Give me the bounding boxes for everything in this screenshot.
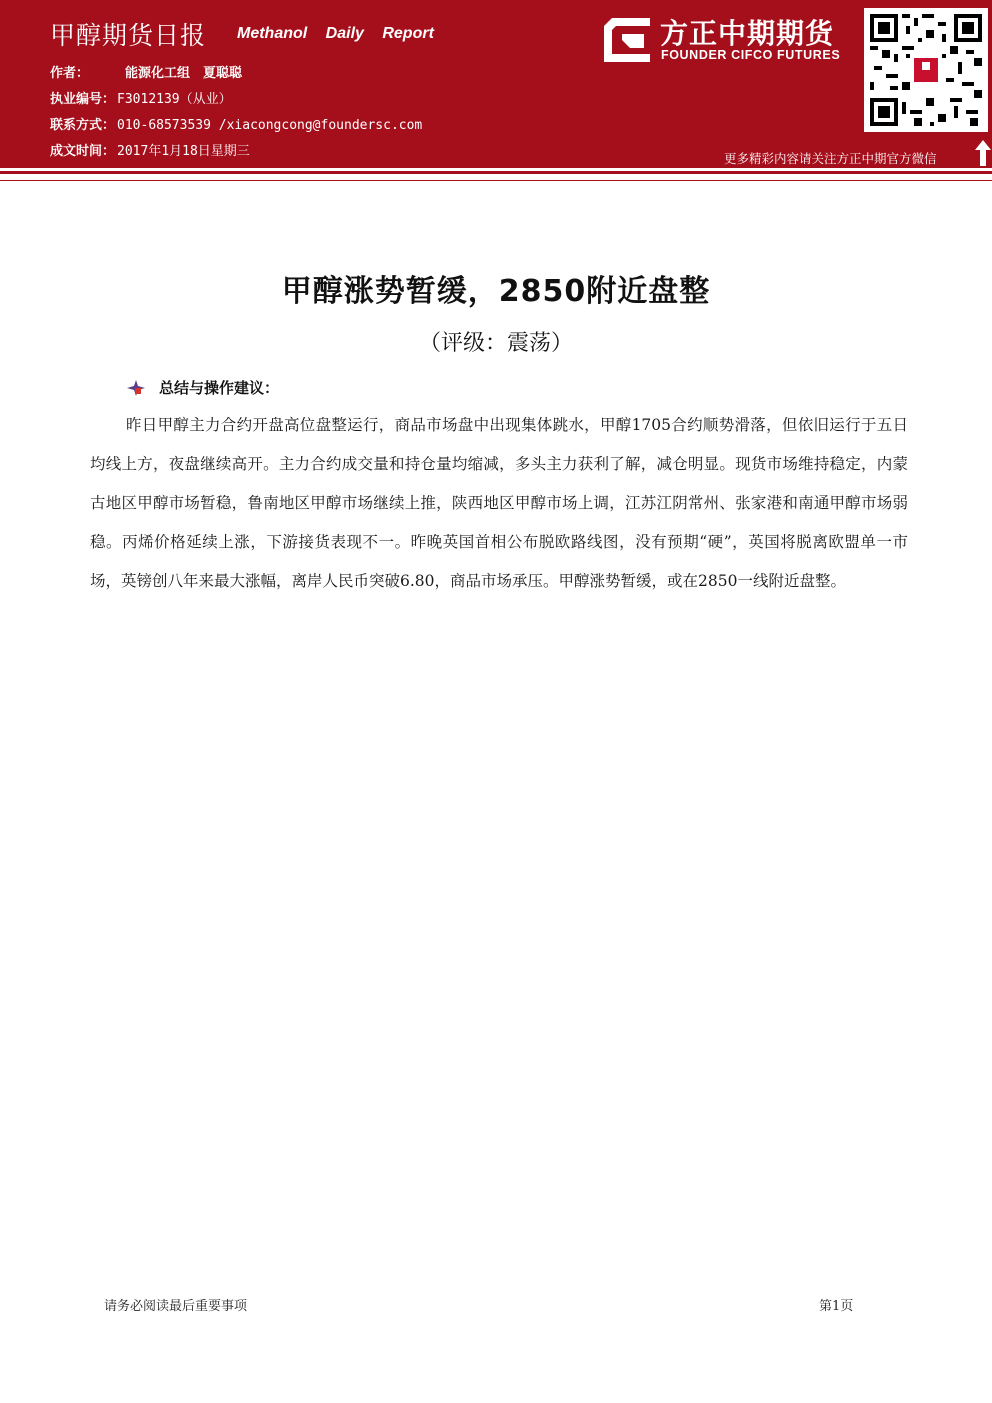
license-line xyxy=(50,88,232,107)
document-rating: （评级：震荡） xyxy=(418,331,573,356)
wechat-qr-code[interactable] xyxy=(864,8,988,132)
license-label: 执业编号： xyxy=(50,92,116,107)
brand-name-en: FOUNDER CIFCO FUTURES xyxy=(661,48,841,62)
bullet-icon xyxy=(127,380,145,396)
contact-label: 联系方式： xyxy=(50,118,116,133)
report-title-en: Methanol Daily Report xyxy=(237,25,434,42)
license-value: F3012139（从业） xyxy=(117,92,232,107)
arrow-up-icon xyxy=(975,140,991,166)
author-line xyxy=(50,62,242,81)
header-divider xyxy=(0,171,992,174)
author-label: 作者： xyxy=(50,66,90,81)
section-header xyxy=(127,377,279,398)
date-label: 成文时间： xyxy=(50,144,116,159)
contact-line xyxy=(50,114,422,133)
contact-value: 010-68573539 /xiacongcong@foundersc.com xyxy=(117,118,423,133)
footer-notice: 请务必阅读最后重要事项 xyxy=(104,1299,248,1314)
page-number: 第1页 xyxy=(819,1299,854,1314)
follow-wechat-text: 更多精彩内容请关注方正中期官方微信 xyxy=(724,151,937,166)
author-value: 能源化工组 夏聪聪 xyxy=(125,66,243,81)
date-line xyxy=(50,140,250,159)
section-label: 总结与操作建议： xyxy=(159,379,280,397)
header-divider-thin xyxy=(0,180,992,181)
report-title: 甲醇期货日报 xyxy=(50,21,207,50)
brand-name-cn: 方正中期期货 xyxy=(660,17,835,50)
founder-logo-icon xyxy=(604,18,650,62)
summary-paragraph: 昨日甲醇主力合约开盘高位盘整运行，商品市场盘中出现集体跳水，甲醇1705合约顺势滑落，但依旧运行于五日均线上方，夜盘继续高开。主力合约成交量和持仓量均缩减，多头主力获利了解，减仓明显。现货市场维持稳定，内蒙古地区甲醇市场暂稳，鲁南地区甲醇市场继续上推，陕西地区甲醇市场上调，江苏江阴常州、张家港和南通甲醇市场弱稳。丙烯价格延续上涨，下游接货表现不一。昨晚英国首相公布脱欧路线图，没有预期“硬”，英国将脱离欧盟单一市场，英镑创八年来最大涨幅，离岸人民币突破6.80，商品市场承压。甲醇涨势暂缓，或在2850一线附近盘整。 xyxy=(90,416,908,590)
date-value: 2017年1月18日星期三 xyxy=(117,144,250,159)
document-title: 甲醇涨势暂缓，2850附近盘整 xyxy=(281,274,711,309)
